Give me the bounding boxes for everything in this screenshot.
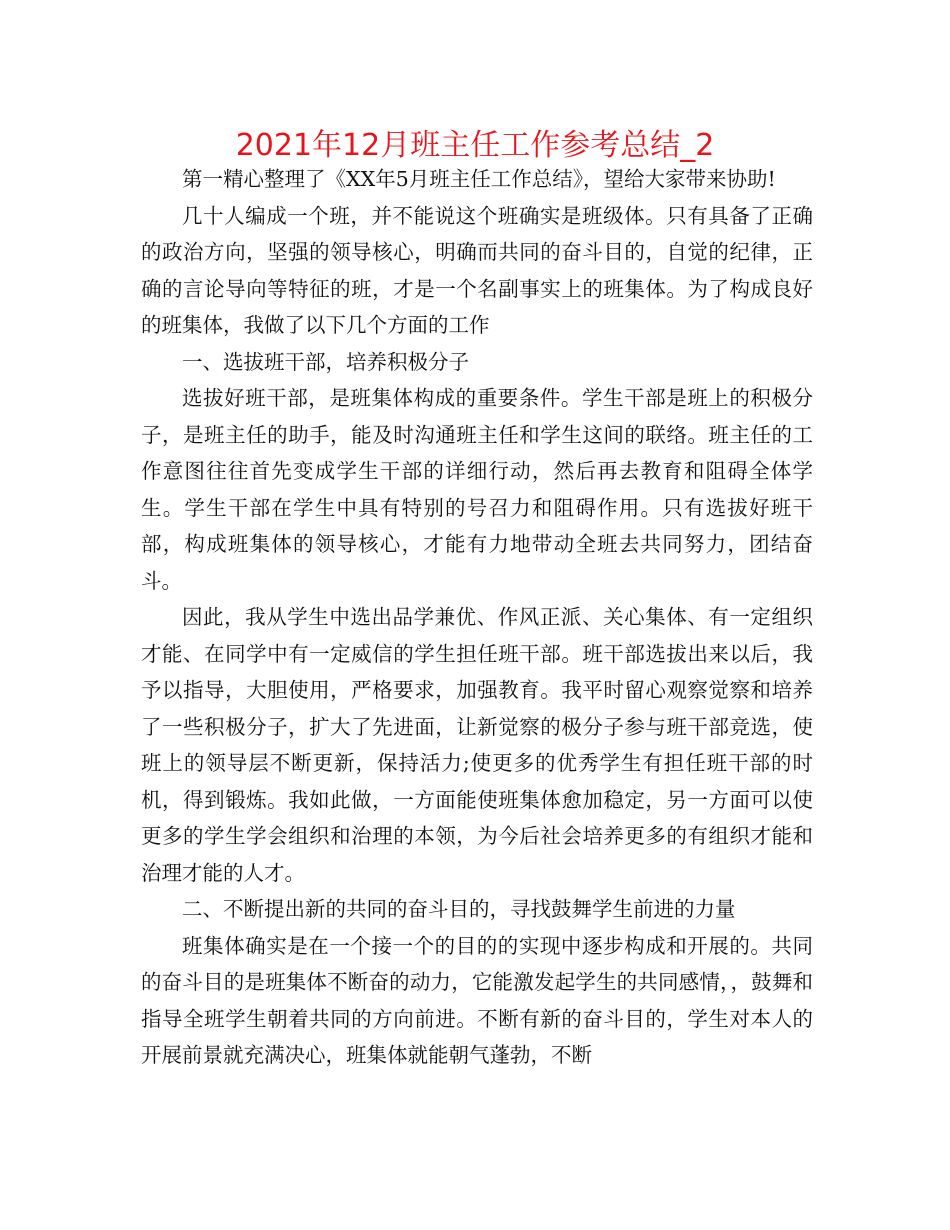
section-1-paragraph-1: 选拔好班干部，是班集体构成的重要条件。学生干部是班上的积极分子，是班主任的助手，能及时沟通班主任和学生这间的联络。班主任的工作意图往往首先变成学生干部的详细行动，然后再去教育和阻碍全体学生。学生干部在学生中具有特别的号召力和阻碍作用。只有选拔好班干部，构成班集体的领导核心，才能有力地带动全班去共同努力，团结奋斗。 bbox=[141, 386, 813, 593]
section-1-paragraph-2: 因此，我从学生中选出品学兼优、作风正派、关心集体、有一定组织才能、在同学中有一定威信的学生担任班干部。班干部选拔出来以后，我予以指导，大胆使用，严格要求，加强教育。我平时留心观察觉察和培养了一些积极分子，扩大了先进面，让新觉察的极分子参与班干部竞选，使班上的领导层不断更新，保持活力;使更多的优秀学生有担任班干部的时机，得到锻炼。我如此做，一方面能使班集体愈加稳定，另一方面可以使更多的学生学会组织和治理的本领，为今后社会培养更多的有组织才能和治理才能的人才。 bbox=[141, 605, 813, 885]
intro-paragraph: 第一精心整理了《XX年5月班主任工作总结》，望给大家带来协助! bbox=[182, 167, 776, 191]
document-title: 2021年12月班主任工作参考总结_2 bbox=[235, 128, 715, 163]
class-collective-paragraph: 几十人编成一个班，并不能说这个班确实是班级体。只有具备了正确的政治方向，坚强的领导核心，明确而共同的奋斗目的，自觉的纪律，正确的言论导向等特征的班，才是一个名副事实上的班集体。为了构成良好的班集体，我做了以下几个方面的工作 bbox=[141, 203, 813, 337]
document-body bbox=[141, 161, 813, 1074]
section-heading-2: 二、不断提出新的共同的奋斗目的，寻找鼓舞学生前进的力量 bbox=[182, 897, 736, 921]
section-heading-1: 一、选拔班干部，培养积极分子 bbox=[182, 349, 469, 374]
section-2-paragraph-1: 班集体确实是在一个接一个的目的的实现中逐步构成和开展的。共同的奋斗目的是班集体不断奋的动力，它能激发起学生的共同感情，，鼓舞和指导全班学生朝着共同的方向前进。不断有新的奋斗目的，学生对本人的开展前景就充满决心，班集体就能朝气蓬勃，不断 bbox=[141, 933, 813, 1067]
